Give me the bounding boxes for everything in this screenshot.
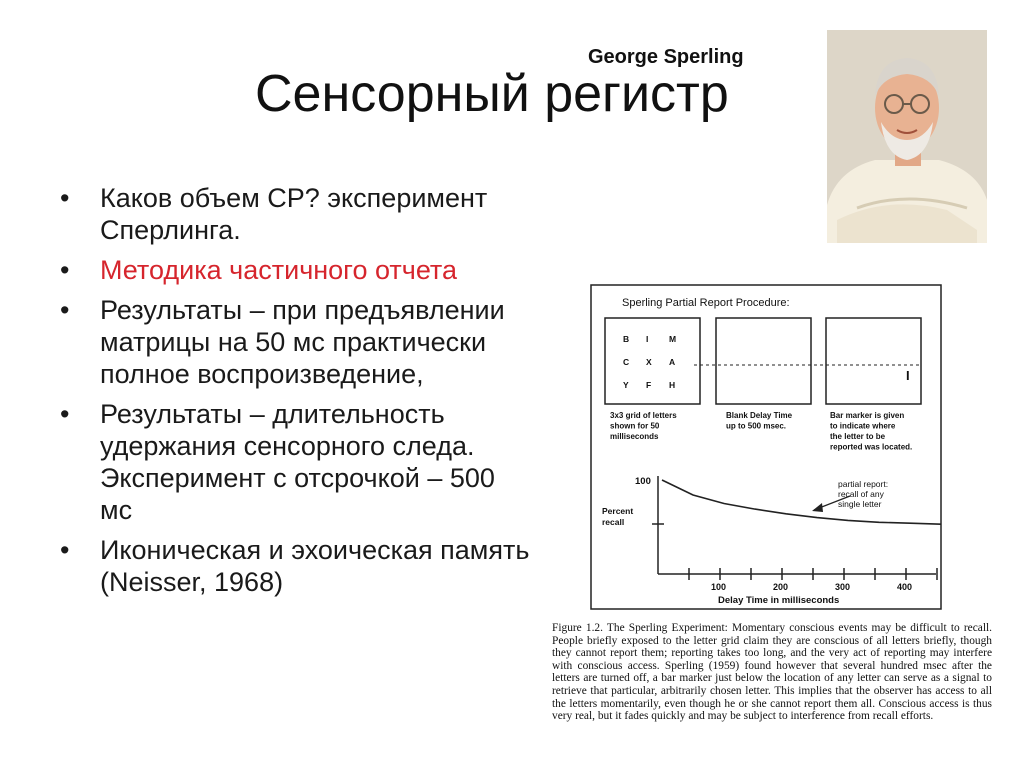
panel-caption-line: up to 500 msec. bbox=[726, 421, 787, 431]
x-tick-label: 200 bbox=[773, 582, 789, 592]
bullet-item bbox=[60, 294, 530, 390]
x-axis-label: Delay Time in milliseconds bbox=[718, 595, 840, 606]
y-axis-label: Percent bbox=[602, 506, 634, 516]
panel-caption-line: Bar marker is given bbox=[830, 411, 905, 420]
bullet-text: Иконическая и эхоическая память (Neisser, 1968) bbox=[100, 535, 530, 597]
panel-caption-line: milliseconds bbox=[610, 432, 659, 441]
y-axis-label: recall bbox=[602, 517, 625, 527]
annotation-line: recall of any bbox=[838, 489, 884, 499]
y-tick-label: 100 bbox=[635, 476, 651, 487]
grid-letter: F bbox=[646, 380, 652, 390]
x-tick-label: 400 bbox=[897, 582, 913, 592]
bullet-item bbox=[60, 398, 530, 526]
person-name: George Sperling bbox=[588, 46, 744, 68]
grid-letter: M bbox=[669, 334, 677, 344]
panel-caption-line: the letter to be bbox=[830, 432, 886, 441]
bullet-dot: • bbox=[60, 295, 70, 325]
bullet-item bbox=[60, 534, 530, 598]
bullet-text: Каков объем СР? эксперимент Сперлинга. bbox=[100, 183, 488, 245]
slide-title: Сенсорный регистр bbox=[255, 65, 729, 123]
panel-caption-line: to indicate where bbox=[830, 421, 896, 431]
annotation-line: single letter bbox=[838, 499, 882, 509]
panel-caption-line: Blank Delay Time bbox=[726, 411, 793, 420]
panel-caption-line: shown for 50 bbox=[610, 421, 660, 431]
x-tick-label: 300 bbox=[835, 582, 851, 592]
bullet-list bbox=[60, 182, 530, 606]
grid-letter: H bbox=[669, 380, 676, 390]
bullet-item bbox=[60, 254, 530, 286]
grid-letter: B bbox=[623, 334, 630, 344]
bullet-text: Методика частичного отчета bbox=[100, 255, 458, 285]
grid-letter: X bbox=[646, 357, 652, 367]
sperling-figure bbox=[590, 284, 942, 610]
figure-heading: Sperling Partial Report Procedure: bbox=[622, 297, 790, 309]
bullet-dot: • bbox=[60, 399, 70, 429]
bullet-item bbox=[60, 182, 530, 246]
bar-marker-symbol: I bbox=[906, 368, 910, 383]
grid-letter: I bbox=[646, 334, 649, 344]
panel-caption-line: reported was located. bbox=[830, 442, 913, 452]
bullet-dot: • bbox=[60, 535, 70, 565]
portrait-photo bbox=[827, 30, 987, 243]
bullet-text: Результаты – при предъявлении матрицы на 50 мс практически полное воспроизведение, bbox=[100, 295, 505, 389]
bullet-dot: • bbox=[60, 183, 70, 213]
bullet-text: Результаты – длительность удержания сенсорного следа. Эксперимент с отсрочкой – 500 мс bbox=[100, 399, 495, 525]
figure-caption: Figure 1.2. The Sperling Experiment: Momentary conscious events may be difficult to recall. People briefly exposed to the letter grid claim they are conscious of all letters briefly, though they cannot report them; reporting takes too long, and the very act of reporting may interfere with conscious access. Sperling (1959) found however that several hundred msec after the letters are turned off, a bar marker just below the location of any letter can serve as a signal to retrieve that particular, arbitrarily chosen letter. This implies that the observer has access to all the letters momentarily, even though he or she cannot report them all. Conscious access is thus very real, but it fades quickly and may be subject to interference from recall efforts. bbox=[552, 622, 992, 723]
grid-letter: C bbox=[623, 357, 630, 367]
panel-caption-line: 3x3 grid of letters bbox=[610, 411, 677, 420]
x-tick-label: 100 bbox=[711, 582, 727, 592]
grid-letter: Y bbox=[623, 380, 629, 390]
annotation-line: partial report: bbox=[838, 479, 889, 489]
grid-letter: A bbox=[669, 357, 676, 367]
bullet-dot: • bbox=[60, 255, 70, 285]
